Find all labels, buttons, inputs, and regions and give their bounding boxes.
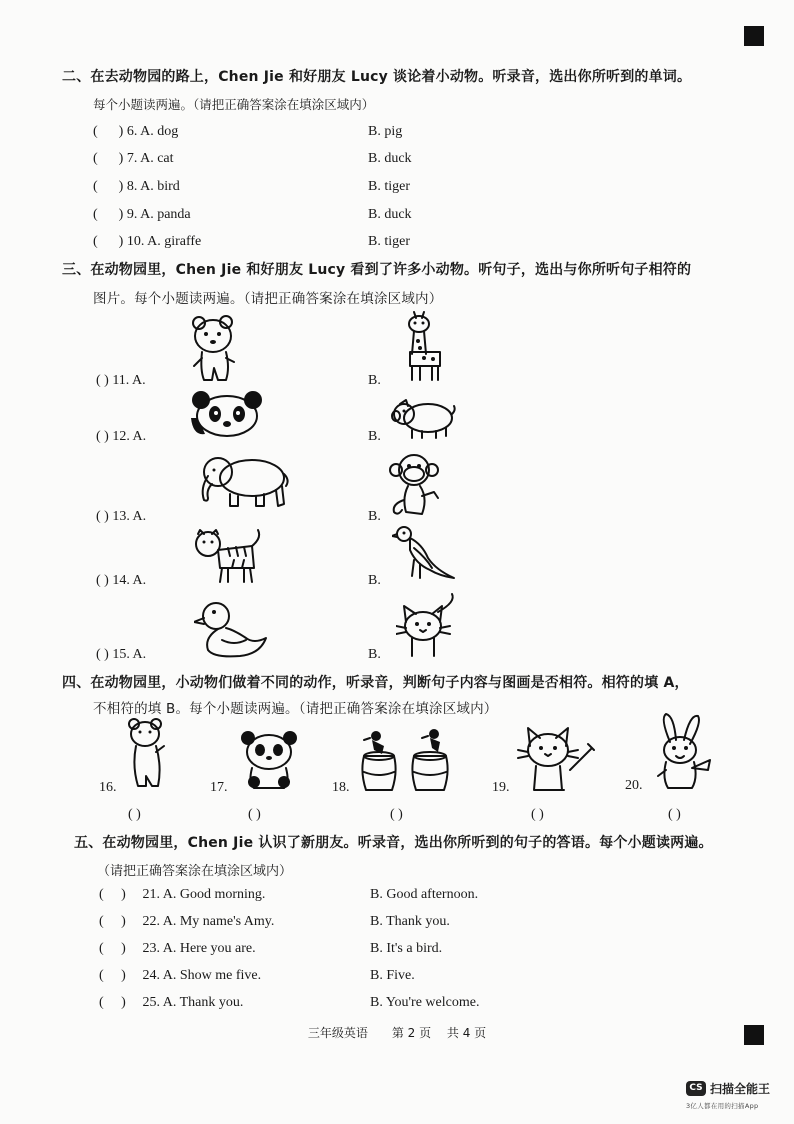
answer-blank[interactable]: ( )	[99, 941, 126, 956]
list-item	[93, 151, 174, 167]
paren-close: )	[118, 234, 124, 249]
camscanner-tagline: 3亿人都在用的扫描App	[686, 1102, 759, 1110]
question-number: 19.	[492, 780, 510, 795]
section3-title-line2: 图片。每个小题读两遍。（请把正确答案涂在填涂区域内）	[93, 291, 443, 307]
panda-icon	[240, 730, 298, 792]
question-number: 16.	[99, 780, 117, 795]
elephant-icon	[196, 454, 292, 510]
question-number: 20.	[625, 778, 643, 793]
option-b: B. tiger	[368, 179, 410, 194]
option-b: B. duck	[368, 151, 412, 166]
option-a: A. cat	[140, 151, 174, 166]
option-a: A. Good morning.	[162, 887, 266, 902]
paren-close: )	[118, 151, 124, 166]
option-b: B.	[368, 373, 381, 388]
answer-blank[interactable]: ( )	[99, 995, 126, 1010]
list-item	[99, 995, 243, 1011]
option-a: A. Show me five.	[162, 968, 262, 983]
bear-icon	[126, 716, 166, 792]
question-number: 7.	[126, 151, 138, 166]
list-item	[99, 968, 261, 984]
option-b: B. It's a bird.	[370, 941, 443, 956]
answer-blank[interactable]: ( )	[99, 887, 126, 902]
option-b: B. Five.	[370, 968, 415, 983]
page-footer: 三年级英语 第 2 页 共 4 页	[307, 1026, 487, 1040]
option-b: B. pig	[368, 124, 403, 139]
paren-close: )	[118, 124, 124, 139]
list-item	[99, 941, 256, 957]
camscanner-logo: CS	[686, 1081, 706, 1096]
section5-subtitle: （请把正确答案涂在填涂区域内）	[97, 864, 293, 879]
question-number: 9.	[126, 207, 138, 222]
option-b: B. duck	[368, 207, 412, 222]
option-b: B.	[368, 429, 381, 444]
question-number: 18.	[332, 780, 350, 795]
pig-icon	[390, 396, 456, 442]
option-b: B. You're welcome.	[370, 995, 480, 1010]
answer-blank[interactable]: ( )	[248, 807, 261, 822]
section5-title: 五、在动物园里，Chen Jie 认识了新朋友。听录音，选出你所听到的句子的答语。每个小题读两遍。	[74, 835, 713, 851]
question-number: 8.	[126, 179, 138, 194]
answer-blank[interactable]: ( )	[99, 968, 126, 983]
option-b: B. Good afternoon.	[370, 887, 479, 902]
answer-blank[interactable]: (	[93, 179, 98, 194]
list-item	[99, 914, 274, 930]
answer-blank[interactable]: ( )	[390, 807, 403, 822]
question-13[interactable]: ( ) 13. A.	[96, 509, 147, 524]
panda-icon	[189, 388, 265, 440]
paren-close: )	[118, 207, 124, 222]
option-b: B.	[368, 647, 381, 662]
tiger-icon	[192, 528, 264, 586]
section2-title: 二、在去动物园的路上，Chen Jie 和好朋友 Lucy 谈论着小动物。听录音，选出你所听到的单词。	[62, 69, 692, 85]
question-number: 17.	[210, 780, 228, 795]
rabbit-icon	[652, 712, 716, 792]
question-number: 6.	[126, 124, 138, 139]
answer-blank[interactable]: ( )	[668, 807, 681, 822]
list-item	[93, 234, 201, 250]
option-a: A. dog	[140, 124, 179, 139]
answer-blank[interactable]: ( )	[128, 807, 141, 822]
question-number: 22.	[142, 914, 160, 929]
monkey-icon	[388, 452, 446, 522]
duck-icon	[194, 600, 268, 660]
answer-blank[interactable]: (	[93, 207, 98, 222]
option-a: A. giraffe	[147, 234, 202, 249]
question-number: 23.	[142, 941, 160, 956]
option-a: A. Here you are.	[162, 941, 256, 956]
cat-icon	[396, 592, 460, 660]
answer-blank[interactable]: (	[93, 234, 98, 249]
question-number: 24.	[142, 968, 160, 983]
section2-subtitle: 每个小题读两遍。（请把正确答案涂在填涂区域内）	[93, 97, 375, 112]
list-item	[93, 124, 178, 140]
answer-blank[interactable]: (	[93, 151, 98, 166]
question-number: 25.	[142, 995, 160, 1010]
paren-close: )	[118, 179, 124, 194]
birds-on-vases-icon	[356, 728, 456, 796]
option-b: B. tiger	[368, 234, 410, 249]
answer-blank[interactable]: ( )	[531, 807, 544, 822]
question-12[interactable]: ( ) 12. A.	[96, 429, 147, 444]
answer-blank[interactable]: (	[93, 124, 98, 139]
option-b: B.	[368, 509, 381, 524]
list-item	[93, 179, 180, 195]
question-14[interactable]: ( ) 14. A.	[96, 573, 147, 588]
camscanner-name: 扫描全能王	[710, 1082, 771, 1096]
option-b: B.	[368, 573, 381, 588]
giraffe-icon	[392, 308, 448, 384]
option-a: A. bird	[140, 179, 180, 194]
question-number: 10.	[126, 234, 145, 249]
section4-title: 四、在动物园里，小动物们做着不同的动作，听录音，判断句子内容与图画是否相符。相符的填 A，	[62, 675, 689, 691]
bird-icon	[392, 524, 458, 586]
list-item	[99, 887, 265, 903]
section4-title-line2: 不相符的填 B。每个小题读两遍。（请把正确答案涂在填涂区域内）	[93, 701, 498, 717]
bear-icon	[190, 314, 240, 386]
option-a: A. Thank you.	[162, 995, 244, 1010]
option-a: A. panda	[140, 207, 191, 222]
list-item	[93, 207, 191, 223]
section3-title: 三、在动物园里，Chen Jie 和好朋友 Lucy 看到了许多小动物。听句子，选出与你所听句子相符的	[62, 262, 692, 278]
question-number: 21.	[142, 887, 160, 902]
question-15[interactable]: ( ) 15. A.	[96, 647, 147, 662]
option-b: B. Thank you.	[370, 914, 450, 929]
cat-icon	[516, 720, 596, 794]
top-right-marker	[744, 26, 764, 46]
answer-blank[interactable]: ( )	[99, 914, 126, 929]
option-a: A. My name's Amy.	[162, 914, 275, 929]
question-11[interactable]: ( ) 11. A.	[96, 373, 146, 388]
